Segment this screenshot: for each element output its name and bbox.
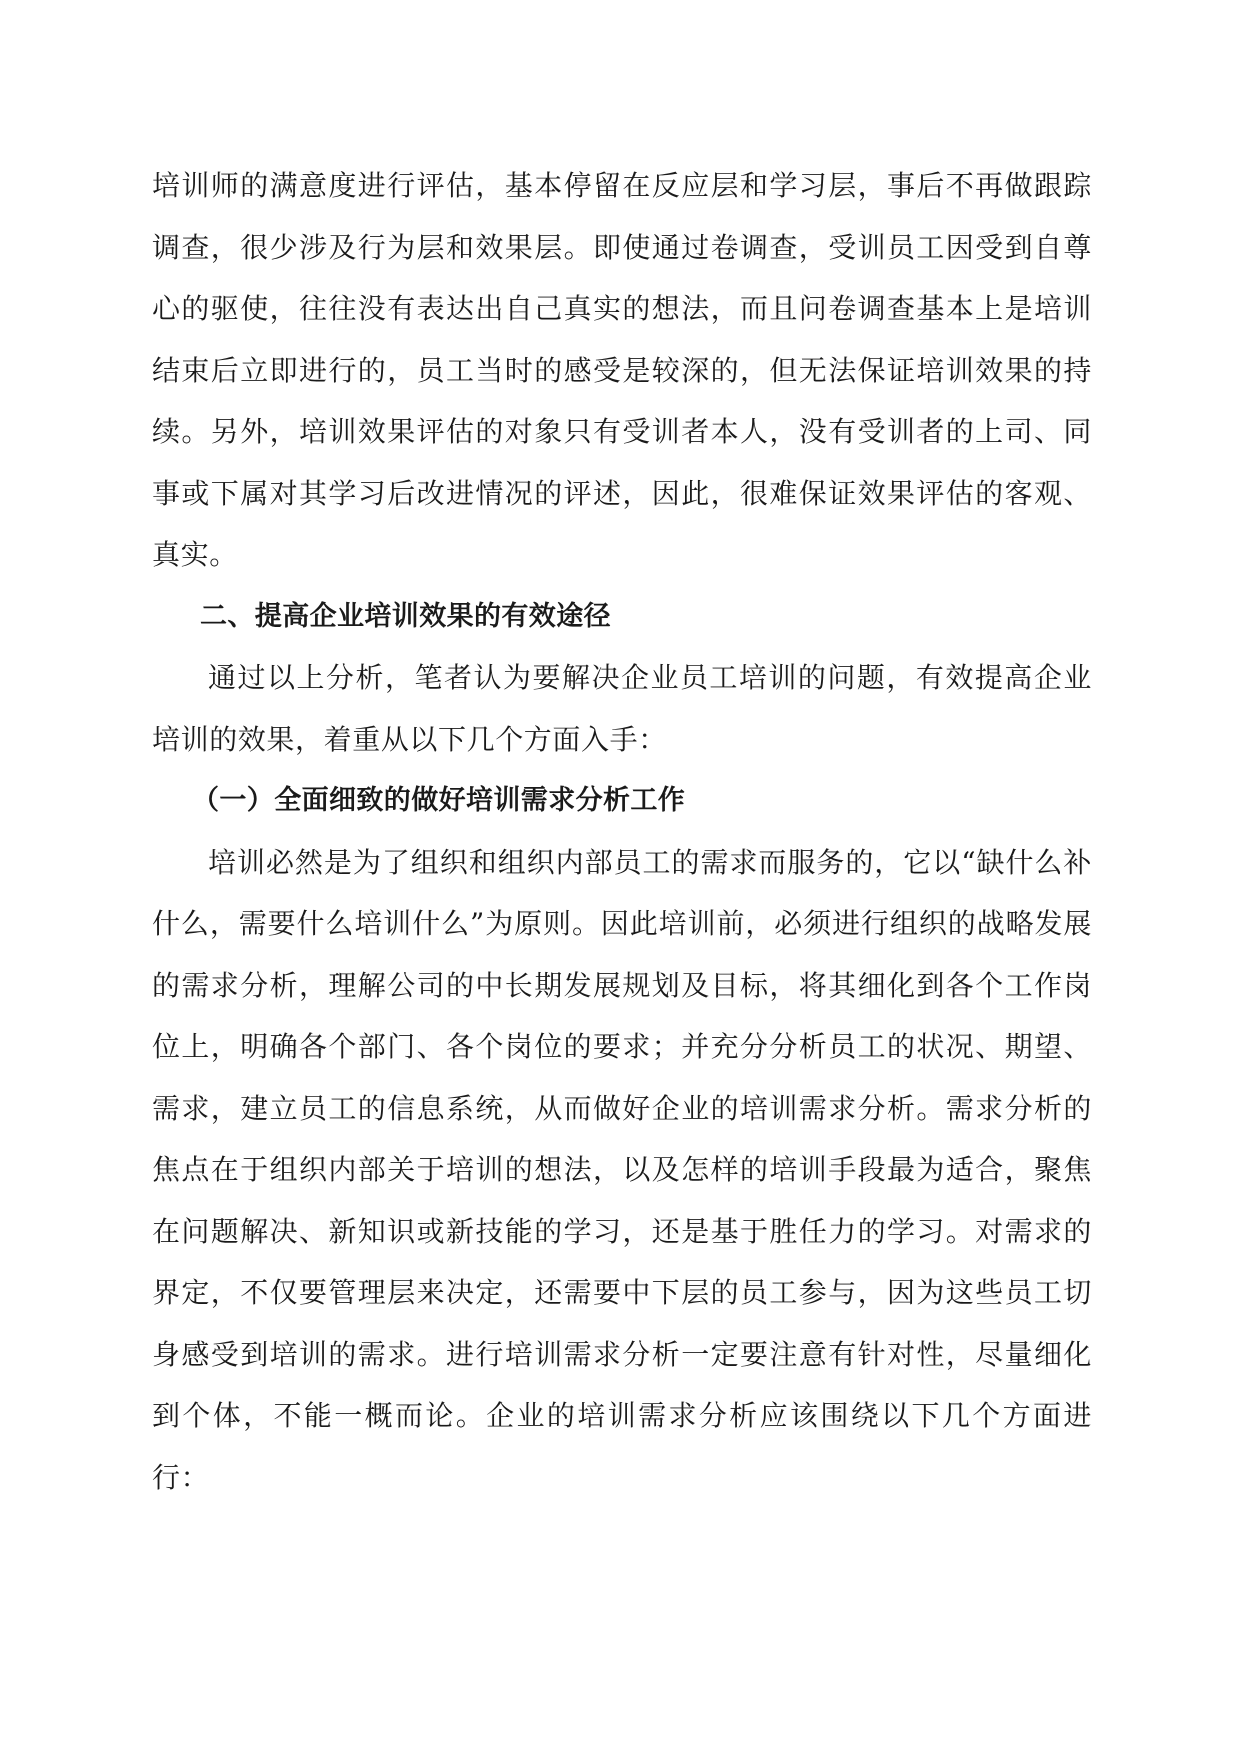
body-paragraph: 培训必然是为了组织和组织内部员工的需求而服务的，它以“缺什么补什么，需要什么培训什么”为原则。因此培训前，必须进行组织的战略发展的需求分析，理解公司的中长期发展规划及目标，将其细化到各个工作岗位上，明确各个部门、各个岗位的要求；并充分分析员工的状况、期望、需求，建立员工的信息系统，从而做好企业的培训需求分析。需求分析的焦点在于组织内部关于培训的想法，以及怎样的培训手段最为适合，聚焦在问题解决、新知识或新技能的学习，还是基于胜任力的学习。对需求的界定，不仅要管理层来决定，还需要中下层的员工参与，因为这些员工切身感受到培训的需求。进行培训需求分析一定要注意有针对性，尽量细化到个体，不能一概而论。企业的培训需求分析应该围绕以下几个方面进行：	[152, 845, 1092, 1494]
section-heading: 二、提高企业培训效果的有效途径	[200, 600, 611, 632]
body-paragraph-continued: 培训师的满意度进行评估，基本停留在反应层和学习层，事后不再做跟踪调查，很少涉及行为层和效果层。即使通过卷调查，受训员工因受到自尊心的驱使，往往没有表达出自己真实的想法，而且问卷调查基本上是培训结束后立即进行的，员工当时的感受是较深的，但无法保证培训效果的持续。另外，培训效果评估的对象只有受训者本人，没有受训者的上司、同事或下属对其学习后改进情况的评述，因此，很难保证效果评估的客观、真实。	[152, 169, 1092, 571]
document-body	[152, 155, 1092, 1508]
subsection-heading: （一）全面细致的做好培训需求分析工作	[192, 785, 686, 816]
body-paragraph: 通过以上分析，笔者认为要解决企业员工培训的问题，有效提高企业培训的效果，着重从以下几个方面入手：	[152, 661, 1092, 756]
